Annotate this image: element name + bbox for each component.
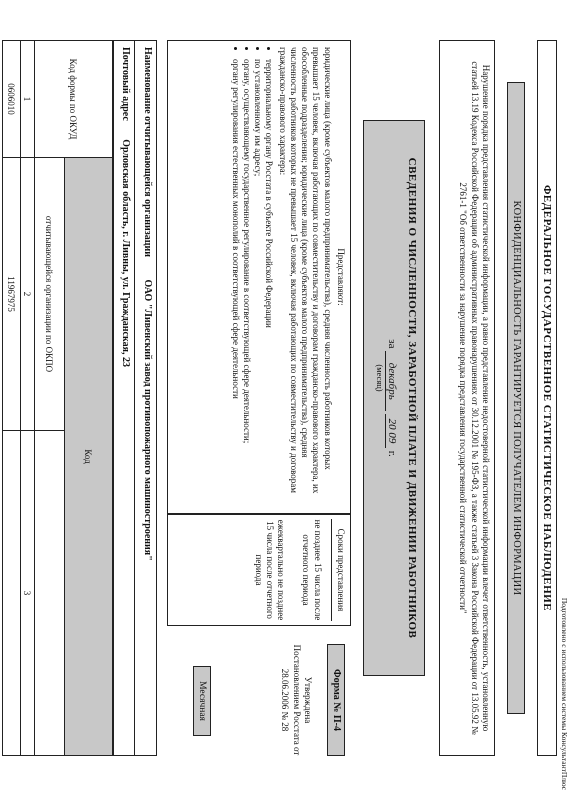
deadline-heading: Сроки представления — [331, 519, 346, 621]
submitters-heading: Представляют: — [336, 248, 346, 306]
form-number: Форма № П-4 — [327, 644, 345, 756]
report-year: 20 09 — [385, 414, 398, 448]
code-header: Код — [65, 158, 113, 756]
org-address: Орловская область, г. Ливны, ул. Гражданская, 23 — [120, 139, 131, 367]
report-period — [385, 121, 398, 675]
organization-box — [113, 40, 157, 756]
liability-warning: Нарушение порядка представления статистической информации, а равно представление недостоверной статистической информации влечет ответственность, установленную статьей 13.19 Кодекса Российской Федерации об административных правонарушениях от 30.12.2001 № 195-ФЗ, а также статьей 3 Закона Российской Федерации от 13.05.92 № 2761-1 "Об ответственности за нарушение порядка представления государственной статистической отчетности" — [439, 40, 495, 756]
consultant-note: Подготовлено с использованием системы КонсультантПлюс — [560, 597, 569, 790]
org-name-label: Наименование отчитывающейся организации — [142, 47, 153, 258]
submitters-text: юридические лица (кроме субъектов малого предпринимательства), средняя численность работников которых превышает 15 человек, включая работающих по совместительству и договорам гражданско-правового характера, их обособленные подразделения; юридические лица (кроме субъектов малого предпринимательства), средняя численность работников которых не превышает 15 человек, включая работающих по совместительству и договорам гражданско-правового характера: — [277, 47, 333, 494]
okud-header: Код формы по ОКУД — [35, 41, 113, 158]
okpo-header: отчитывающейся организации по ОКПО — [35, 158, 65, 431]
federal-observation-title: ФЕДЕРАЛЬНОЕ ГОСУДАРСТВЕННОЕ СТАТИСТИЧЕСКОЕ НАБЛЮДЕНИЕ — [537, 40, 557, 756]
frequency-badge: Месячная — [193, 666, 211, 736]
year-suffix: г. — [386, 450, 398, 457]
deadline-item: ежеквартально не позднее 15 числа после отчетного периода — [253, 519, 287, 621]
submitter-item: • органу, осуществляющему государственное регулирование в соответствующей сфере деятельности; — [241, 59, 252, 507]
submitter-item: • территориальному органу Росстата в субъекте Российской Федерации — [263, 59, 274, 507]
index-cell: 2 — [21, 158, 35, 431]
deadline-item: не позднее 15 числа после отчетного периода — [301, 519, 323, 621]
report-title-block — [363, 120, 425, 676]
submitters-list — [230, 47, 275, 507]
submitter-item: • органу регулирования естественных монополий в соответствующей сфере деятельности — [230, 59, 241, 507]
org-name: ОАО "Ливенский завод противопожарного машиностроения" — [142, 279, 153, 561]
org-name-row — [134, 41, 156, 755]
index-cell: 1 — [21, 41, 35, 158]
index-cell: 3 — [21, 431, 35, 756]
org-address-row — [112, 41, 134, 755]
org-address-label: Почтовый адрес — [120, 47, 131, 121]
deadline-box — [167, 514, 351, 626]
okud-code: 0606010 — [3, 41, 21, 158]
submitters-box — [167, 40, 351, 514]
report-month: декабрь — [385, 351, 398, 411]
extra-code-header — [35, 431, 65, 756]
month-caption: (месяц) — [375, 364, 385, 392]
report-title: СВЕДЕНИЯ О ЧИСЛЕННОСТИ, ЗАРАБОТНОЙ ПЛАТЕ И ДВИЖЕНИИ РАБОТНИКОВ — [406, 157, 418, 639]
form-approval: Утверждена Постановлением Росстата от 28.06.2006 № 28 — [280, 644, 313, 756]
codes-table — [2, 40, 113, 756]
submitter-item: • по установленному им адресу; — [252, 59, 263, 507]
period-prefix: за — [386, 339, 398, 349]
extra-code — [3, 431, 21, 756]
okpo-code: 11967975 — [3, 158, 21, 431]
confidentiality-banner: КОНФИДЕНЦИАЛЬНОСТЬ ГАРАНТИРУЕТСЯ ПОЛУЧАТЕЛЕМ ИНФОРМАЦИИ — [507, 82, 525, 714]
